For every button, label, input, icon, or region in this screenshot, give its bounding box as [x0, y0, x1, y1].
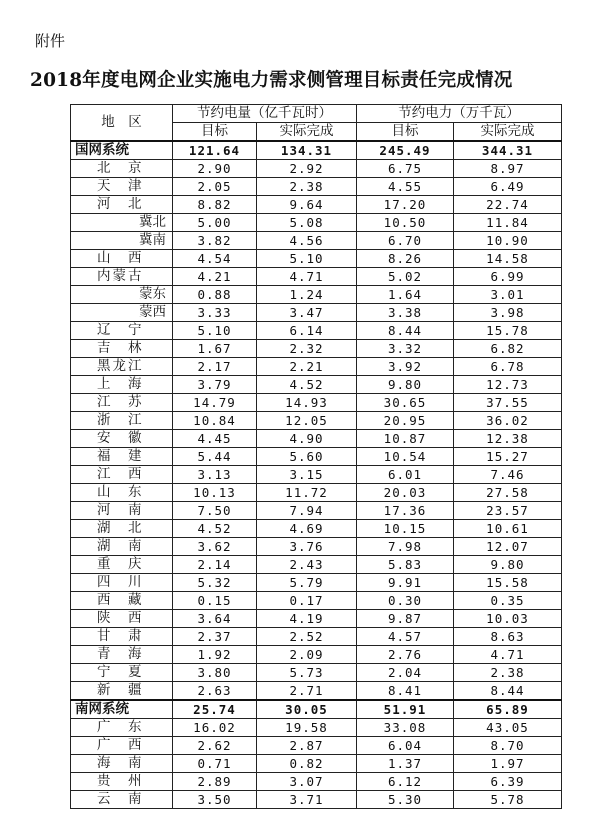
energy-actual-cell: 4.19 — [257, 610, 357, 628]
power-actual-cell: 23.57 — [454, 502, 562, 520]
energy-actual-cell: 3.15 — [257, 466, 357, 484]
energy-target-cell: 121.64 — [173, 141, 257, 160]
energy-actual-cell: 4.56 — [257, 232, 357, 250]
energy-target-cell: 2.90 — [173, 160, 257, 178]
energy-target-cell: 2.05 — [173, 178, 257, 196]
power-actual-cell: 65.89 — [454, 700, 562, 719]
table-row — [71, 178, 562, 196]
energy-actual-cell: 14.93 — [257, 394, 357, 412]
power-actual-cell: 12.38 — [454, 430, 562, 448]
region-name-cell: 江 西 — [71, 466, 173, 484]
energy-target-cell: 0.71 — [173, 755, 257, 773]
table-row — [71, 448, 562, 466]
energy-actual-cell: 2.71 — [257, 682, 357, 701]
energy-target-cell: 5.00 — [173, 214, 257, 232]
energy-target-cell: 0.15 — [173, 592, 257, 610]
power-actual-cell: 36.02 — [454, 412, 562, 430]
power-actual-cell: 10.03 — [454, 610, 562, 628]
power-actual-cell: 12.73 — [454, 376, 562, 394]
power-actual-cell: 6.99 — [454, 268, 562, 286]
power-actual-cell: 37.55 — [454, 394, 562, 412]
energy-actual-cell: 0.17 — [257, 592, 357, 610]
energy-target-cell: 4.54 — [173, 250, 257, 268]
power-target-cell: 6.01 — [357, 466, 454, 484]
table-row — [71, 232, 562, 250]
table-row — [71, 502, 562, 520]
power-target-cell: 6.75 — [357, 160, 454, 178]
energy-target-cell: 3.79 — [173, 376, 257, 394]
energy-actual-cell: 3.71 — [257, 791, 357, 809]
region-name-cell: 海 南 — [71, 755, 173, 773]
region-name-cell: 北 京 — [71, 160, 173, 178]
energy-actual-cell: 2.92 — [257, 160, 357, 178]
region-name-cell: 湖 南 — [71, 538, 173, 556]
header-power-actual: 实际完成 — [454, 123, 562, 142]
power-actual-cell: 10.61 — [454, 520, 562, 538]
energy-actual-cell: 5.60 — [257, 448, 357, 466]
power-actual-cell: 6.39 — [454, 773, 562, 791]
table-row — [71, 737, 562, 755]
power-target-cell: 2.76 — [357, 646, 454, 664]
power-target-cell: 5.02 — [357, 268, 454, 286]
energy-target-cell: 10.13 — [173, 484, 257, 502]
table-row — [71, 538, 562, 556]
power-target-cell: 51.91 — [357, 700, 454, 719]
region-name-cell: 内蒙古 — [71, 268, 173, 286]
table-row — [71, 791, 562, 809]
power-actual-cell: 15.58 — [454, 574, 562, 592]
energy-target-cell: 1.92 — [173, 646, 257, 664]
power-target-cell: 8.26 — [357, 250, 454, 268]
energy-actual-cell: 11.72 — [257, 484, 357, 502]
power-target-cell: 5.83 — [357, 556, 454, 574]
power-actual-cell: 0.35 — [454, 592, 562, 610]
energy-target-cell: 3.62 — [173, 538, 257, 556]
region-name-cell: 国网系统 — [71, 141, 173, 160]
energy-actual-cell: 5.73 — [257, 664, 357, 682]
region-name-cell: 吉 林 — [71, 340, 173, 358]
energy-actual-cell: 2.09 — [257, 646, 357, 664]
energy-target-cell: 5.10 — [173, 322, 257, 340]
energy-actual-cell: 2.52 — [257, 628, 357, 646]
power-target-cell: 10.54 — [357, 448, 454, 466]
region-name-cell: 上 海 — [71, 376, 173, 394]
power-target-cell: 30.65 — [357, 394, 454, 412]
energy-target-cell: 4.21 — [173, 268, 257, 286]
region-name-cell: 安 徽 — [71, 430, 173, 448]
header-energy-actual: 实际完成 — [257, 123, 357, 142]
table-header — [71, 105, 562, 142]
energy-target-cell: 10.84 — [173, 412, 257, 430]
region-name-cell: 青 海 — [71, 646, 173, 664]
power-actual-cell: 10.90 — [454, 232, 562, 250]
table-group-row — [71, 141, 562, 160]
power-actual-cell: 6.82 — [454, 340, 562, 358]
document-title: 2018年度电网企业实施电力需求侧管理目标责任完成情况 — [30, 70, 513, 91]
table-row — [71, 340, 562, 358]
energy-actual-cell: 3.47 — [257, 304, 357, 322]
energy-target-cell: 4.52 — [173, 520, 257, 538]
region-name-cell: 辽 宁 — [71, 322, 173, 340]
energy-actual-cell: 5.79 — [257, 574, 357, 592]
power-target-cell: 8.44 — [357, 322, 454, 340]
energy-actual-cell: 1.24 — [257, 286, 357, 304]
power-target-cell: 0.30 — [357, 592, 454, 610]
power-target-cell: 7.98 — [357, 538, 454, 556]
table-row — [71, 646, 562, 664]
energy-actual-cell: 134.31 — [257, 141, 357, 160]
power-target-cell: 20.03 — [357, 484, 454, 502]
energy-target-cell: 3.80 — [173, 664, 257, 682]
region-name-cell: 湖 北 — [71, 520, 173, 538]
power-target-cell: 4.55 — [357, 178, 454, 196]
power-actual-cell: 344.31 — [454, 141, 562, 160]
power-actual-cell: 3.01 — [454, 286, 562, 304]
power-actual-cell: 27.58 — [454, 484, 562, 502]
table-row — [71, 286, 562, 304]
power-actual-cell: 8.70 — [454, 737, 562, 755]
table-row — [71, 755, 562, 773]
region-name-cell: 宁 夏 — [71, 664, 173, 682]
table-group-row — [71, 700, 562, 719]
table-row — [71, 466, 562, 484]
power-target-cell: 6.70 — [357, 232, 454, 250]
energy-actual-cell: 0.82 — [257, 755, 357, 773]
energy-actual-cell: 30.05 — [257, 700, 357, 719]
region-name-cell: 西 藏 — [71, 592, 173, 610]
power-target-cell: 9.80 — [357, 376, 454, 394]
table-body — [71, 141, 562, 809]
power-actual-cell: 6.78 — [454, 358, 562, 376]
table-row — [71, 574, 562, 592]
table-row — [71, 268, 562, 286]
power-target-cell: 3.92 — [357, 358, 454, 376]
region-name-cell: 蒙东 — [71, 286, 173, 304]
energy-actual-cell: 19.58 — [257, 719, 357, 737]
energy-target-cell: 4.45 — [173, 430, 257, 448]
power-target-cell: 5.30 — [357, 791, 454, 809]
table-row — [71, 196, 562, 214]
energy-target-cell: 1.67 — [173, 340, 257, 358]
energy-actual-cell: 12.05 — [257, 412, 357, 430]
power-actual-cell: 6.49 — [454, 178, 562, 196]
power-actual-cell: 5.78 — [454, 791, 562, 809]
region-name-cell: 江 苏 — [71, 394, 173, 412]
power-target-cell: 9.91 — [357, 574, 454, 592]
region-name-cell: 南网系统 — [71, 700, 173, 719]
table-row — [71, 412, 562, 430]
energy-target-cell: 2.63 — [173, 682, 257, 701]
power-target-cell: 4.57 — [357, 628, 454, 646]
power-actual-cell: 7.46 — [454, 466, 562, 484]
power-actual-cell: 15.78 — [454, 322, 562, 340]
attachment-label: 附件 — [35, 32, 66, 50]
region-name-cell: 浙 江 — [71, 412, 173, 430]
power-actual-cell: 15.27 — [454, 448, 562, 466]
power-target-cell: 1.64 — [357, 286, 454, 304]
power-target-cell: 245.49 — [357, 141, 454, 160]
energy-target-cell: 5.44 — [173, 448, 257, 466]
energy-actual-cell: 6.14 — [257, 322, 357, 340]
region-name-cell: 重 庆 — [71, 556, 173, 574]
region-name-cell: 福 建 — [71, 448, 173, 466]
energy-target-cell: 3.33 — [173, 304, 257, 322]
energy-actual-cell: 2.32 — [257, 340, 357, 358]
table-row — [71, 664, 562, 682]
power-target-cell: 6.12 — [357, 773, 454, 791]
energy-target-cell: 25.74 — [173, 700, 257, 719]
region-name-cell: 蒙西 — [71, 304, 173, 322]
table-row — [71, 556, 562, 574]
region-name-cell: 天 津 — [71, 178, 173, 196]
table-row — [71, 610, 562, 628]
energy-target-cell: 2.89 — [173, 773, 257, 791]
energy-actual-cell: 4.52 — [257, 376, 357, 394]
power-target-cell: 1.37 — [357, 755, 454, 773]
energy-actual-cell: 5.08 — [257, 214, 357, 232]
energy-target-cell: 3.13 — [173, 466, 257, 484]
energy-actual-cell: 2.21 — [257, 358, 357, 376]
header-energy-saving: 节约电量（亿千瓦时） — [173, 105, 357, 123]
power-target-cell: 33.08 — [357, 719, 454, 737]
energy-target-cell: 5.32 — [173, 574, 257, 592]
region-name-cell: 河 北 — [71, 196, 173, 214]
energy-target-cell: 3.50 — [173, 791, 257, 809]
power-actual-cell: 8.44 — [454, 682, 562, 701]
table-row — [71, 430, 562, 448]
energy-target-cell: 7.50 — [173, 502, 257, 520]
power-actual-cell: 12.07 — [454, 538, 562, 556]
energy-target-cell: 2.37 — [173, 628, 257, 646]
energy-target-cell: 0.88 — [173, 286, 257, 304]
dsm-results-table — [70, 104, 562, 809]
energy-actual-cell: 4.90 — [257, 430, 357, 448]
region-name-cell: 贵 州 — [71, 773, 173, 791]
energy-target-cell: 16.02 — [173, 719, 257, 737]
energy-actual-cell: 5.10 — [257, 250, 357, 268]
energy-target-cell: 14.79 — [173, 394, 257, 412]
power-target-cell: 3.38 — [357, 304, 454, 322]
region-name-cell: 河 南 — [71, 502, 173, 520]
energy-target-cell: 3.64 — [173, 610, 257, 628]
power-actual-cell: 11.84 — [454, 214, 562, 232]
power-actual-cell: 1.97 — [454, 755, 562, 773]
table-row — [71, 394, 562, 412]
region-name-cell: 广 东 — [71, 719, 173, 737]
energy-actual-cell: 2.38 — [257, 178, 357, 196]
table-row — [71, 682, 562, 701]
table-row — [71, 250, 562, 268]
energy-target-cell: 3.82 — [173, 232, 257, 250]
energy-actual-cell: 9.64 — [257, 196, 357, 214]
region-name-cell: 新 疆 — [71, 682, 173, 701]
energy-actual-cell: 2.43 — [257, 556, 357, 574]
table-row — [71, 628, 562, 646]
header-energy-target: 目标 — [173, 123, 257, 142]
power-actual-cell: 9.80 — [454, 556, 562, 574]
region-name-cell: 甘 肃 — [71, 628, 173, 646]
power-actual-cell: 14.58 — [454, 250, 562, 268]
energy-target-cell: 8.82 — [173, 196, 257, 214]
power-actual-cell: 8.63 — [454, 628, 562, 646]
energy-actual-cell: 3.76 — [257, 538, 357, 556]
table-row — [71, 484, 562, 502]
power-target-cell: 8.41 — [357, 682, 454, 701]
region-name-cell: 黑龙江 — [71, 358, 173, 376]
power-target-cell: 6.04 — [357, 737, 454, 755]
energy-actual-cell: 2.87 — [257, 737, 357, 755]
region-name-cell: 云 南 — [71, 791, 173, 809]
region-name-cell: 陕 西 — [71, 610, 173, 628]
power-actual-cell: 22.74 — [454, 196, 562, 214]
power-target-cell: 17.20 — [357, 196, 454, 214]
power-target-cell: 3.32 — [357, 340, 454, 358]
region-name-cell: 冀南 — [71, 232, 173, 250]
energy-target-cell: 2.17 — [173, 358, 257, 376]
energy-actual-cell: 4.69 — [257, 520, 357, 538]
region-name-cell: 广 西 — [71, 737, 173, 755]
header-power-target: 目标 — [357, 123, 454, 142]
energy-actual-cell: 7.94 — [257, 502, 357, 520]
power-actual-cell: 8.97 — [454, 160, 562, 178]
table-row — [71, 214, 562, 232]
power-target-cell: 10.87 — [357, 430, 454, 448]
region-name-cell: 四 川 — [71, 574, 173, 592]
header-region: 地 区 — [71, 105, 173, 142]
energy-target-cell: 2.14 — [173, 556, 257, 574]
power-actual-cell: 2.38 — [454, 664, 562, 682]
energy-target-cell: 2.62 — [173, 737, 257, 755]
table-row — [71, 322, 562, 340]
power-actual-cell: 3.98 — [454, 304, 562, 322]
energy-actual-cell: 4.71 — [257, 268, 357, 286]
table-row — [71, 376, 562, 394]
region-name-cell: 山 西 — [71, 250, 173, 268]
power-target-cell: 20.95 — [357, 412, 454, 430]
energy-actual-cell: 3.07 — [257, 773, 357, 791]
power-target-cell: 10.15 — [357, 520, 454, 538]
header-power-saving: 节约电力（万千瓦） — [357, 105, 562, 123]
power-actual-cell: 4.71 — [454, 646, 562, 664]
power-target-cell: 9.87 — [357, 610, 454, 628]
table-row — [71, 358, 562, 376]
table-row — [71, 160, 562, 178]
table-row — [71, 304, 562, 322]
power-target-cell: 17.36 — [357, 502, 454, 520]
region-name-cell: 山 东 — [71, 484, 173, 502]
power-actual-cell: 43.05 — [454, 719, 562, 737]
region-name-cell: 冀北 — [71, 214, 173, 232]
table-row — [71, 773, 562, 791]
table-row — [71, 719, 562, 737]
table-row — [71, 520, 562, 538]
power-target-cell: 10.50 — [357, 214, 454, 232]
table-row — [71, 592, 562, 610]
power-target-cell: 2.04 — [357, 664, 454, 682]
